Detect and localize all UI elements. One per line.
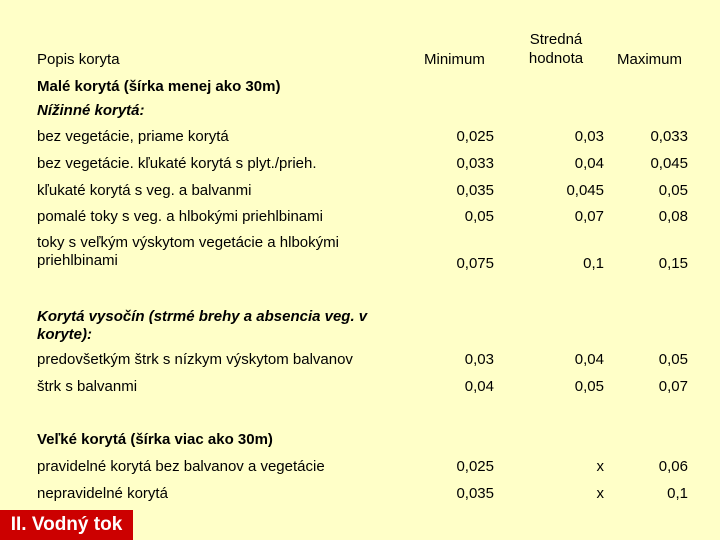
section-title-large-channels: Veľké korytá (šírka viac ako 30m) xyxy=(37,431,273,448)
table-cell-max: 0,07 xyxy=(658,378,688,395)
table-cell-mean: 0,07 xyxy=(574,208,604,225)
table-cell-mean: 0,04 xyxy=(574,155,604,172)
table-cell-max: 0,033 xyxy=(650,128,688,145)
table-cell-max: 0,06 xyxy=(658,458,688,475)
table-cell-mean: 0,045 xyxy=(566,182,604,199)
table-row-desc: bez vegetácie, priame korytá xyxy=(37,128,229,145)
table-cell-mean: 0,03 xyxy=(574,128,604,145)
table-cell-max: 0,05 xyxy=(658,182,688,199)
column-header-maximum: Maximum xyxy=(617,51,683,68)
table-row-desc: štrk s balvanmi xyxy=(37,378,138,395)
table-cell-max: 0,05 xyxy=(658,351,688,368)
table-cell-max: 0,08 xyxy=(658,208,688,225)
table-row-desc: kľukaté korytá s veg. a balvanmi xyxy=(37,182,252,199)
table-cell-mean: 0,1 xyxy=(583,255,604,272)
table-row-desc: pomalé toky s veg. a hlbokými priehlbinami xyxy=(37,208,323,225)
section-title-upland-channels: Korytá vysočín (strmé brehy a absencia veg. v koryte): xyxy=(37,308,368,343)
table-cell-max: 0,1 xyxy=(667,485,688,502)
table-cell-min: 0,05 xyxy=(464,208,494,225)
table-cell-min: 0,025 xyxy=(456,128,494,145)
table-cell-min: 0,04 xyxy=(464,378,494,395)
table-cell-max: 0,15 xyxy=(658,255,688,272)
column-header-mean: Stredná hodnota xyxy=(528,31,584,67)
table-row-desc: predovšetkým štrk s nízkym výskytom balvanov xyxy=(37,351,353,368)
table-row-desc: pravidelné korytá bez balvanov a vegetácie xyxy=(37,458,325,475)
table-row-desc: bez vegetácie. kľukaté korytá s plyt./prieh. xyxy=(37,155,317,172)
table-cell-min: 0,035 xyxy=(456,485,494,502)
column-header-minimum: Minimum xyxy=(424,51,485,68)
table-cell-mean: 0,05 xyxy=(574,378,604,395)
table-cell-mean: x xyxy=(596,485,604,502)
section-badge: II. Vodný tok xyxy=(0,510,133,540)
table-cell-min: 0,03 xyxy=(464,351,494,368)
table-row-desc: nepravidelné korytá xyxy=(37,485,168,502)
table-cell-mean: 0,04 xyxy=(574,351,604,368)
table-cell-min: 0,035 xyxy=(456,182,494,199)
table-cell-max: 0,045 xyxy=(650,155,688,172)
section-title-small-channels: Malé korytá (šírka menej ako 30m) xyxy=(37,78,281,95)
table-cell-min: 0,075 xyxy=(456,255,494,272)
table-cell-min: 0,025 xyxy=(456,458,494,475)
table-row-desc: toky s veľkým výskytom vegetácie a hlbokými priehlbinami xyxy=(37,234,339,269)
column-header-description: Popis koryta xyxy=(37,51,120,68)
table-cell-mean: x xyxy=(596,458,604,475)
section-subtitle-lowland-channels: Nížinné korytá: xyxy=(37,102,145,119)
table-cell-min: 0,033 xyxy=(456,155,494,172)
